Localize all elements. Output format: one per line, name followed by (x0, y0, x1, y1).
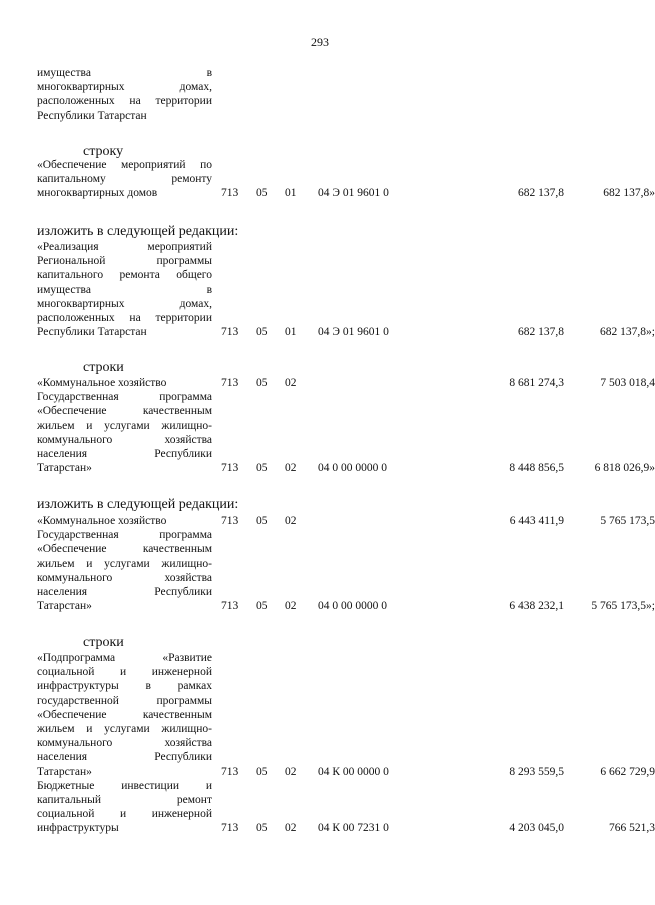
text-block (37, 514, 655, 613)
amount-cell: 4 203 045,0 (509, 822, 564, 835)
subsection-code-cell: 02 (285, 515, 297, 527)
target-article-cell: 04 К 00 0000 0 (318, 765, 389, 778)
section-heading: изложить в следующей редакции: (37, 224, 239, 239)
target-article-cell: 04 0 00 0000 0 (318, 600, 387, 613)
ministry-code-cell: 713 (221, 822, 239, 835)
target-article-cell: 04 К 00 7231 0 (318, 822, 389, 835)
description-line: многоквартирных домах, (37, 81, 212, 94)
table-row (37, 514, 655, 528)
description-line: капитальный ремонт (37, 794, 212, 807)
description-line: социальной и инженерной (37, 666, 212, 679)
subsection-code-cell: 01 (285, 326, 297, 339)
description-line: капитальному ремонту (37, 173, 212, 186)
description-line: жильем и услугами жилищно- (37, 723, 212, 736)
description-line: коммунального хозяйства (37, 571, 212, 584)
description-line: многоквартирных домов (37, 187, 158, 200)
description-line: Бюджетные инвестиции и (37, 779, 212, 792)
description-line: государственной программы (37, 694, 212, 707)
table-row (37, 390, 655, 475)
description-line: расположенных на территории (37, 312, 212, 325)
description-line: социальной и инженерной (37, 808, 212, 821)
text-block (37, 240, 655, 339)
ministry-code-cell: 713 (221, 600, 239, 613)
text-block (37, 376, 655, 475)
amount-cell: 8 293 559,5 (509, 765, 564, 778)
amount-cell: 766 521,3 (609, 822, 655, 835)
description-line: «Реализация мероприятий (37, 241, 212, 253)
table-row (37, 528, 655, 613)
ministry-code-cell: 713 (221, 326, 239, 339)
description-line: жильем и услугами жилищно- (37, 557, 212, 570)
amount-cell: 682 137,8»; (600, 326, 655, 339)
section-code-cell: 05 (256, 462, 268, 475)
ministry-code-cell: 713 (221, 187, 239, 200)
description-line: Государственная программа (37, 391, 212, 404)
description-line: коммунального хозяйства (37, 433, 212, 446)
description-line: «Коммунальное хозяйство (37, 515, 167, 527)
section-heading: изложить в следующей редакции: (37, 497, 239, 512)
section-code-cell: 05 (256, 377, 268, 389)
amount-cell: 6 443 411,9 (509, 515, 564, 527)
ministry-code-cell: 713 (221, 377, 239, 389)
description-line: Татарстан» (37, 765, 92, 778)
ministry-code-cell: 713 (221, 462, 239, 475)
description-line: Государственная программа (37, 529, 212, 542)
description-line: населения Республики (37, 586, 212, 599)
description-line: расположенных на территории (37, 95, 212, 108)
description-line: имущества в (37, 283, 212, 296)
amount-cell: 682 137,8 (518, 326, 564, 339)
text-block (37, 158, 655, 201)
subsection-code-cell: 02 (285, 377, 297, 389)
description-line: Татарстан» (37, 462, 92, 475)
amount-cell: 682 137,8 (518, 187, 564, 200)
ministry-code-cell: 713 (221, 765, 239, 778)
amount-cell: 8 681 274,3 (509, 377, 564, 389)
section-code-cell: 05 (256, 600, 268, 613)
description-line: многоквартирных домах, (37, 297, 212, 310)
row-description (37, 651, 212, 779)
description-line: «Подпрограмма «Развитие (37, 652, 212, 664)
amount-cell: 682 137,8» (603, 187, 655, 200)
text-block (37, 651, 655, 836)
description-line: Республики Татарстан (37, 326, 147, 339)
description-line: населения Республики (37, 448, 212, 461)
description-line: Региональной программы (37, 255, 212, 268)
description-line: имущества в (37, 67, 212, 79)
table-row (37, 158, 655, 201)
amount-cell: 6 438 232,1 (509, 600, 564, 613)
description-line: Татарстан» (37, 600, 92, 613)
amount-cell: 6 662 729,9 (600, 765, 655, 778)
target-article-cell: 04 0 00 0000 0 (318, 462, 387, 475)
table-row (37, 651, 655, 779)
description-line: «Коммунальное хозяйство (37, 377, 167, 389)
description-line: инфраструктуры (37, 822, 119, 835)
table-row (37, 779, 655, 836)
text-block (37, 66, 637, 123)
page-number: 293 (311, 35, 329, 49)
table-row (37, 376, 655, 390)
amount-cell: 6 818 026,9» (594, 462, 655, 475)
description-line: «Обеспечение мероприятий по (37, 159, 212, 171)
table-row (37, 66, 637, 123)
section-code-cell: 05 (256, 187, 268, 200)
table-row (37, 240, 655, 339)
description-line: «Обеспечение качественным (37, 708, 212, 721)
amount-cell: 5 765 173,5»; (591, 600, 655, 613)
subsection-code-cell: 02 (285, 600, 297, 613)
description-line: коммунального хозяйства (37, 737, 212, 750)
section-code-cell: 05 (256, 765, 268, 778)
description-line: жильем и услугами жилищно- (37, 419, 212, 432)
section-code-cell: 05 (256, 326, 268, 339)
section-heading: строку (83, 144, 124, 159)
subsection-code-cell: 02 (285, 462, 297, 475)
subsection-code-cell: 02 (285, 822, 297, 835)
amount-cell: 7 503 018,4 (600, 377, 655, 389)
description-line: населения Республики (37, 751, 212, 764)
subsection-code-cell: 01 (285, 187, 297, 200)
target-article-cell: 04 Э 01 9601 0 (318, 326, 389, 339)
section-heading: строки (83, 635, 124, 650)
subsection-code-cell: 02 (285, 765, 297, 778)
amount-cell: 5 765 173,5 (600, 515, 655, 527)
description-line: «Обеспечение качественным (37, 405, 212, 418)
amount-cell: 8 448 856,5 (509, 462, 564, 475)
description-line: «Обеспечение качественным (37, 543, 212, 556)
section-code-cell: 05 (256, 822, 268, 835)
target-article-cell: 04 Э 01 9601 0 (318, 187, 389, 200)
ministry-code-cell: 713 (221, 515, 239, 527)
section-heading: строки (83, 360, 124, 375)
description-line: Республики Татарстан (37, 109, 147, 122)
description-line: капитального ремонта общего (37, 269, 212, 282)
section-code-cell: 05 (256, 515, 268, 527)
description-line: инфраструктуры в рамках (37, 680, 212, 693)
